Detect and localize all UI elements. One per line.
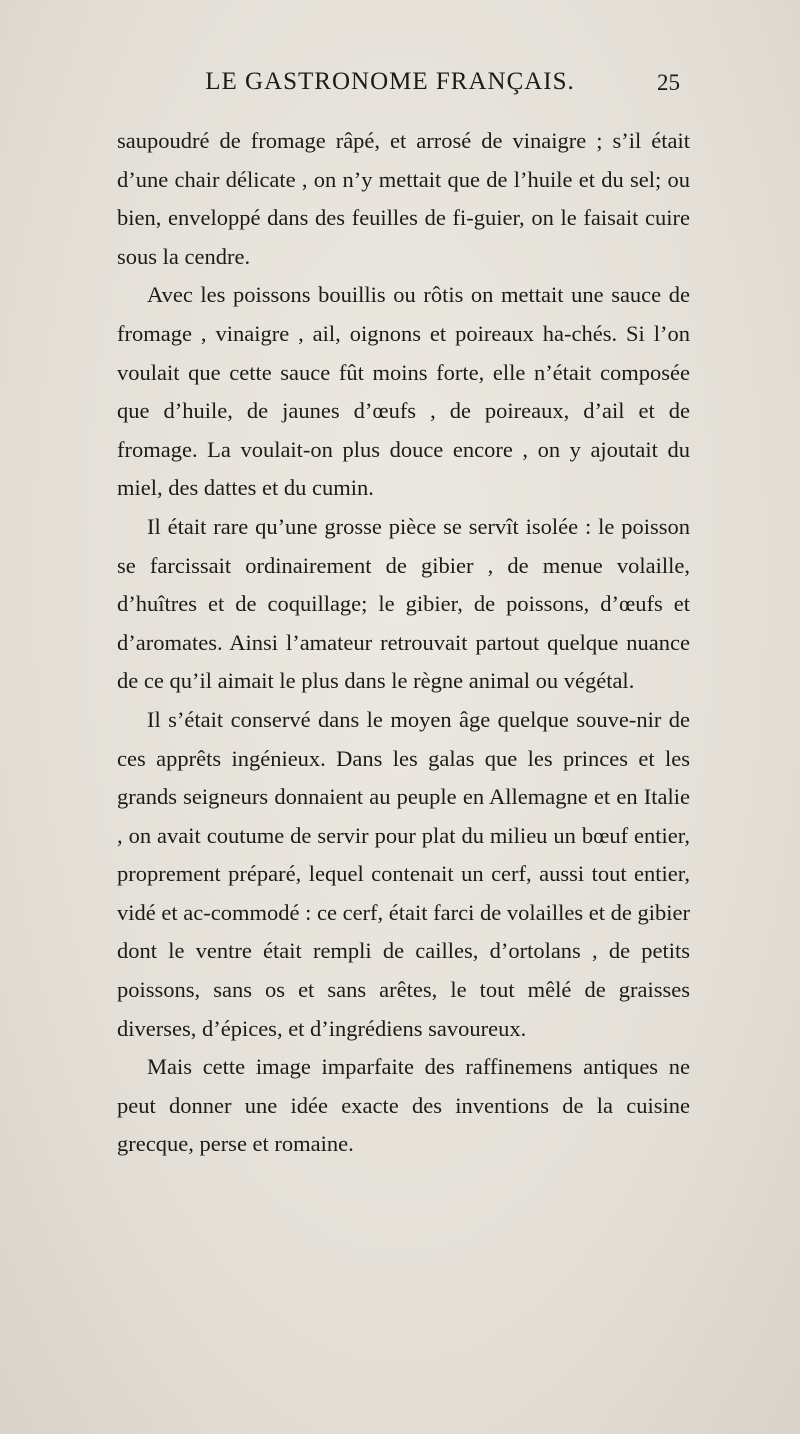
running-title: LE GASTRONOME FRANÇAIS. <box>205 68 575 95</box>
paragraph: saupoudré de fromage râpé, et arrosé de vinaigre ; s’il était d’une chair délicate , on n’y mettait que de l’huile et du sel; ou bien, enveloppé dans des feuilles de fi-guier, on le faisait cuire sous la cendre. <box>117 128 690 269</box>
page-number: 25 <box>657 70 680 95</box>
paragraph: Mais cette image imparfaite des raffinemens antiques ne peut donner une idée exacte des inventions de la cuisine grecque, perse et romaine. <box>117 1054 690 1157</box>
paragraph: Avec les poissons bouillis ou rôtis on mettait une sauce de fromage , vinaigre , ail, oignons et poireaux ha-chés. Si l’on voulait que cette sauce fût moins forte, elle n’était composée que d’huile, de jaunes d’œufs , de poireaux, d’ail et de fromage. La voulait-on plus douce encore , on y ajoutait du miel, des dattes et du cumin. <box>117 282 690 501</box>
page-header <box>140 68 680 108</box>
paragraph: Il s’était conservé dans le moyen âge quelque souve-nir de ces apprêts ingénieux. Dans les galas que les princes et les grands seigneurs donnaient au peuple en Allemagne et en Italie , on avait coutume de servir pour plat du milieu un bœuf entier, proprement préparé, lequel contenait un cerf, aussi tout entier, vidé et ac-commodé : ce cerf, était farci de volailles et de gibier dont le ventre était rempli de cailles, d’ortolans , de petits poissons, sans os et sans arêtes, le tout mêlé de graisses diverses, d’épices, et d’ingrédiens savoureux. <box>117 706 690 1041</box>
body-text <box>117 122 690 1164</box>
paragraph: Il était rare qu’une grosse pièce se servît isolée : le poisson se farcissait ordinairement de gibier , de menue volaille, d’huîtres et de coquillage; le gibier, de poissons, d’œufs et d’aromates. Ainsi l’amateur retrouvait partout quelque nuance de ce qu’il aimait le plus dans le règne animal ou végétal. <box>117 513 690 694</box>
